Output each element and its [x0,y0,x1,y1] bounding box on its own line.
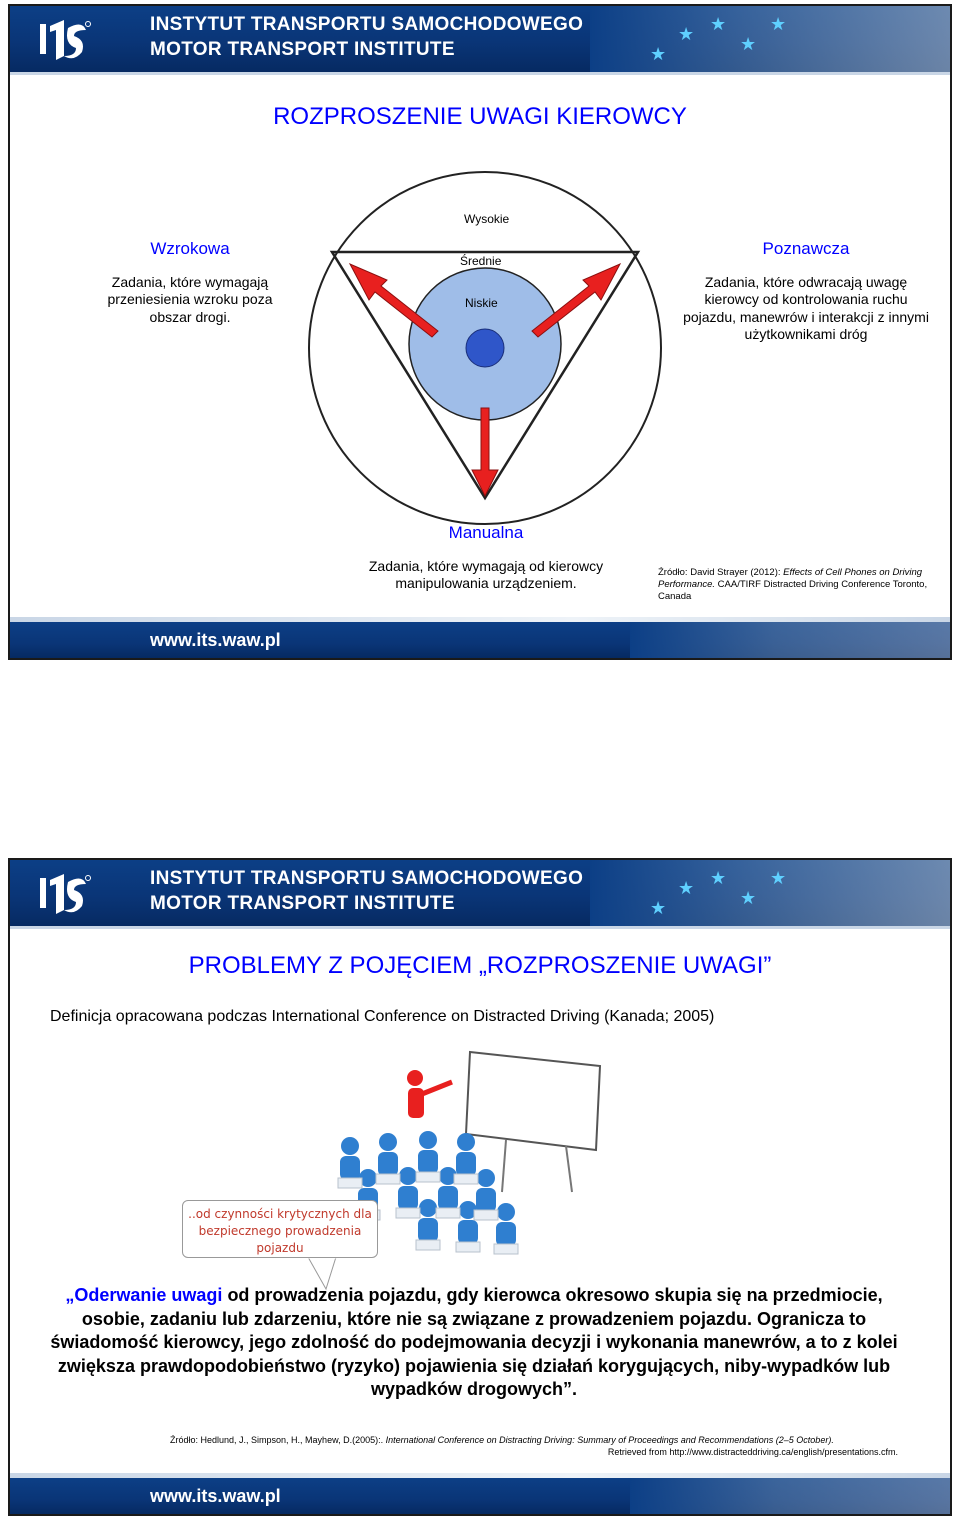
slide-distraction-definition [8,858,952,1516]
definition-line: Definicja opracowana podczas International Conference on Distracted Driving (Kanada; 2005) [50,1008,715,1025]
header-divider [10,926,950,929]
whiteboard [466,1052,600,1150]
header-title-en: MOTOR TRANSPORT INSTITUTE [150,39,455,60]
level-high: Wysokie [464,212,510,226]
its-logo [34,16,92,62]
footer-url[interactable]: www.its.waw.pl [150,1486,281,1506]
footer-banner [10,1478,950,1514]
callout-bubble: ..od czynności krytycznych dla bezpiecznego prowadzenia pojazdu [182,1200,378,1258]
source-citation [658,567,948,603]
source-title: International Conference on Distracting Driving: Summary of Proceedings and Recommendations (2–5 October). [385,1435,834,1445]
footer-banner [10,622,950,658]
its-logo [34,870,92,916]
footer-traffic-photo [630,1478,950,1514]
source-citation [130,1434,898,1458]
star-icon: ★ [650,44,667,64]
cognitive-text: Zadania, które odwracają uwagę kierowcy od kontrolowania ruchu pojazdu, manewrów i interakcji z innymi użytkownikami dróg [683,273,929,342]
paragraph-lead: „Oderwanie uwagi [65,1285,223,1305]
footer-traffic-photo [630,622,950,658]
source-rest: CAA/TIRF Distracted Driving Conference Toronto, Canada [658,579,928,602]
header-banner [10,860,950,926]
level-low: Niskie [465,296,498,310]
source-prefix: Źródło: Hedlund, J., Simpson, H., Mayhew, D.(2005):. [170,1435,386,1445]
star-icon: ★ [740,34,757,54]
header-title-pl: INSTYTUT TRANSPORTU SAMOCHODOWEGO [150,14,584,35]
star-icon: ★ [650,898,667,918]
star-icon: ★ [710,14,727,34]
visual-column [92,240,288,326]
manual-text: Zadania, które wymagają od kierowcy manipulowania urządzeniem. [368,557,604,591]
manual-heading: Manualna [448,523,524,542]
star-icon: ★ [770,868,787,888]
source-prefix: Źródło: David Strayer (2012): [658,567,784,578]
slide-distraction-types [8,4,952,660]
cognitive-column [678,240,934,344]
header-title-pl: INSTYTUT TRANSPORTU SAMOCHODOWEGO [150,868,584,889]
level-mid: Średnie [460,254,502,268]
source-url-line: Retrieved from http://www.distracteddriving.ca/english/presentations.cfm. [607,1447,898,1457]
source-title: Effects of Cell Phones on Driving Performance. [658,567,923,590]
header-divider [10,72,950,75]
star-icon: ★ [678,24,695,44]
star-icon: ★ [770,14,787,34]
paragraph-body: od prowadzenia pojazdu, gdy kierowca okresowo skupia się na przedmiocie, osobie, zadaniu lub zdarzeniu, które nie są związane z prowadzeniem pojazdu. Ogranicza to świadomość kierowcy, jego zdolność do podejmowania decyzji i wykonania manewrów, a to z kolei zwiększa prawdopodobieństwo (ryzyko) pojawienia się działań korygujących, niby-wypadków lub wypadków drogowych”. [50,1285,898,1399]
slide-title: ROZPROSZENIE UWAGI KIEROWCY [273,103,687,130]
cognitive-heading: Poznawcza [762,239,850,258]
slide-title: PROBLEMY Z POJĘCIEM „ROZPROSZENIE UWAGI” [188,952,772,979]
manual-column [342,524,630,593]
star-icon: ★ [678,878,695,898]
footer-url[interactable]: www.its.waw.pl [150,630,281,650]
header-title-en: MOTOR TRANSPORT INSTITUTE [150,893,455,914]
presenter-figure [407,1070,452,1118]
visual-text: Zadania, które wymagają przeniesienia wzroku poza obszar drogi. [107,273,273,325]
header-banner [10,6,950,72]
visual-heading: Wzrokowa [150,239,230,258]
center-dot [466,329,504,367]
star-icon: ★ [740,888,757,908]
star-icon: ★ [710,868,727,888]
definition-paragraph [48,1284,900,1402]
